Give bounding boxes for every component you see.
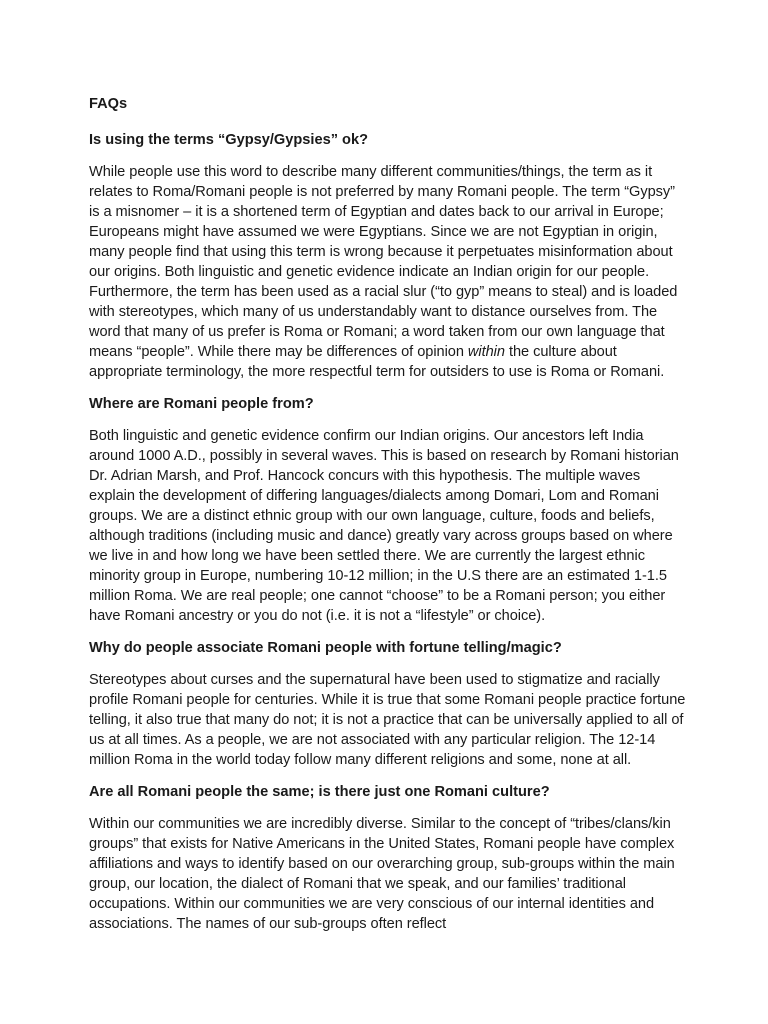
faq-question-origins: Where are Romani people from? [89,396,314,412]
faq-answer-gypsy-term [89,162,689,382]
document-page [89,84,689,946]
answer-text: the culture about appropriate terminology, the more respectful term for outsiders to use is Roma or Romani. [89,344,665,380]
faq-question-one-culture: Are all Romani people the same; is there just one Romani culture? [89,784,550,800]
answer-emphasis: within [467,344,505,360]
faq-question-gypsy-term: Is using the terms “Gypsy/Gypsies” ok? [89,132,368,148]
faq-answer-one-culture: Within our communities we are incredibly diverse. Similar to the concept of “tribes/clans/kin groups” that exists for Native Americans in the United States, Romani people have complex affiliations and ways to identify based on our overarching group, sub-groups within the main group, our location, the dialect of Romani that we speak, and our families’ traditional occupations. Within our communities we are very conscious of our internal identities and associations. The names of our sub-groups often reflect [89,816,675,932]
faq-question-fortune-telling: Why do people associate Romani people with fortune telling/magic? [89,640,562,656]
document-title: FAQs [89,96,128,112]
faq-answer-origins: Both linguistic and genetic evidence confirm our Indian origins. Our ancestors left India around 1000 A.D., possibly in several waves. This is based on research by Romani historian Dr. Adrian Marsh, and Prof. Hancock concurs with this hypothesis. The multiple waves explain the development of differing languages/dialects among Domari, Lom and Romani groups. We are a distinct ethnic group with our own language, culture, foods and beliefs, although traditions (including music and dance) greatly vary across groups based on where we live in and how long we have been settled there. We are currently the largest ethnic minority group in Europe, numbering 10-12 million; in the U.S there are an estimated 1-1.5 million Roma. We are real people; one cannot “choose” to be a Romani person; you either have Romani ancestry or you do not (i.e. it is not a “lifestyle” or choice). [89,428,679,624]
answer-text: While people use this word to describe many different communities/things, the term as it relates to Roma/Romani people is not preferred by many Romani people. The term “Gypsy” is a misnomer – it is a shortened term of Egyptian and dates back to our arrival in Europe; Europeans might have assumed we were Egyptians. Since we are not Egyptian in origin, many people find that using this term is wrong because it perpetuates misinformation about our origins. Both linguistic and genetic evidence indicate an Indian origin for our people. Furthermore, the term has been used as a racial slur (“to gyp” means to steal) and is loaded with stereotypes, which many of us understandably want to distance ourselves from. The word that many of us prefer is Roma or Romani; a word taken from our own language that means “people”. While there may be differences of opinion [89,164,678,360]
faq-answer-fortune-telling: Stereotypes about curses and the supernatural have been used to stigmatize and racially profile Romani people for centuries. While it is true that some Romani people practice fortune telling, it also true that many do not; it is not a practice that can be universally applied to all of us at all times. As a people, we are not associated with any particular religion. The 12-14 million Roma in the world today follow many different religions and some, none at all. [89,672,686,768]
